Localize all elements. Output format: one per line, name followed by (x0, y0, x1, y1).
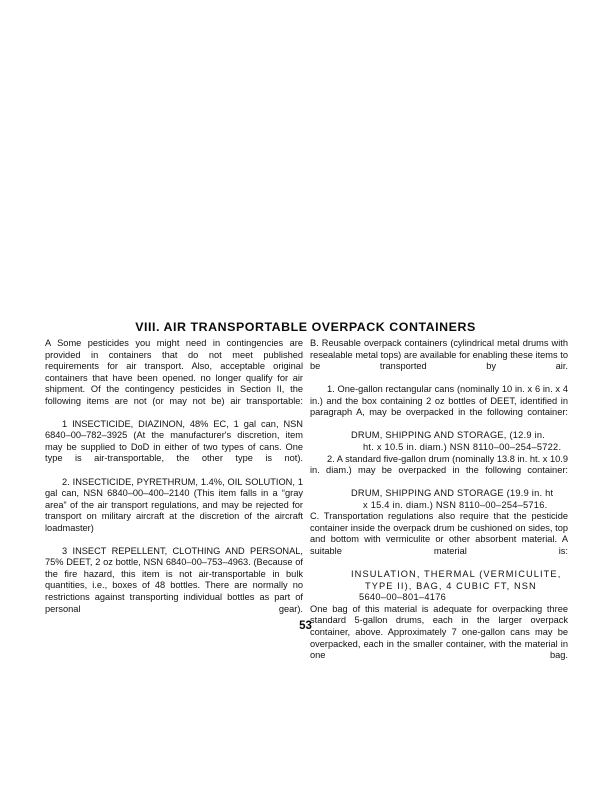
paragraph-a: A Some pesticides you might need in contingencies are provided in containers that do not meet published requirements for air transport. Also, acceptable original containers that have been opened. no longer qualify for air shipment. Of the contingency pesticides in Section II, the following items are not (or may not be) air transportable: (45, 338, 303, 406)
drum-spec-1-line-1: DRUM, SHIPPING AND STORAGE, (12.9 in. (351, 430, 546, 441)
drum-spec-2-line-1: DRUM, SHIPPING AND STORAGE (19.9 in. ht (351, 488, 554, 499)
vermiculite-spec-line-3: 5640–00–801–4176 (359, 592, 447, 603)
paragraph-a-item-2: 2. INSECTICIDE, PYRETHRUM, 1.4%, OIL SOLUTION, 1 gal can, NSN 6840–00–400–2140 (This item falls in a “gray area” of the air transport regulations, and may be rejected for transport on military aircraft at the discretion of the aircraft loadmaster) (45, 476, 303, 533)
vermiculite-spec-line-1: INSULATION, THERMAL (VERMICULITE, (351, 569, 562, 580)
drum-spec-2-line-2: x 15.4 in. diam.) NSN 8110–00–254–5716. (363, 499, 548, 510)
section-heading: VIII. AIR TRANSPORTABLE OVERPACK CONTAINERS (135, 320, 476, 335)
paragraph-a-item-3: 3 INSECT REPELLENT, CLOTHING AND PERSONAL, 75% DEET, 2 oz bottle, NSN 6840–00–753–4963. (Because of the fire hazard, this item is not air-transportable in bulk quantities, i.e., boxes of 48 bottles. There are normally no restrictions against transporting individual bottles as part of personal gear). (45, 545, 303, 614)
paragraph-b-item-1: 1. One-gallon rectangular cans (nominally 10 in. x 6 in. x 4 in.) and the box containing 2 oz bottles of DEET, identified in paragraph A, may be overpacked in the following container: (310, 384, 568, 418)
closing-paragraph: One bag of this material is adequate for overpacking three standard 5-gallon drums, each in the larger overpack container, above. Approximately 7 one-gallon cans may be overpacked, each in the smaller container, with the material in one bag. (310, 603, 568, 661)
vermiculite-spec-line-2: TYPE II), BAG, 4 CUBIC FT, NSN (365, 580, 537, 591)
drum-spec-1 (310, 430, 568, 453)
paragraph-b: B. Reusable overpack containers (cylindrical metal drums with resealable metal tops) are available for enabling these items to be transported by air. (310, 338, 568, 372)
drum-spec-1-line-2: ht. x 10.5 in. diam.) NSN 8110–00–254–5722. (363, 441, 562, 452)
paragraph-a-item-1: 1 INSECTICIDE, DIAZINON, 48% EC, 1 gal can, NSN 6840–00–782–3925 (At the manufacturer's discretion, item may be supplied to DoD in either of two types of cans. One type is air-transportable, the other type is not). (45, 418, 303, 464)
paragraph-c: C. Transportation regulations also require that the pesticide container inside the overpack drum be cushioned on sides, top and bottom with vermiculite or other absorbent material. A suitable material is: (310, 511, 568, 557)
left-column (45, 338, 303, 627)
paragraph-b-item-2: 2. A standard five-gallon drum (nominally 13.8 in. ht. x 10.9 in. diam.) may be overpacked in the following container: (310, 453, 568, 476)
page-number: 53 (299, 620, 312, 632)
drum-spec-2 (310, 488, 568, 511)
vermiculite-spec (310, 569, 568, 604)
